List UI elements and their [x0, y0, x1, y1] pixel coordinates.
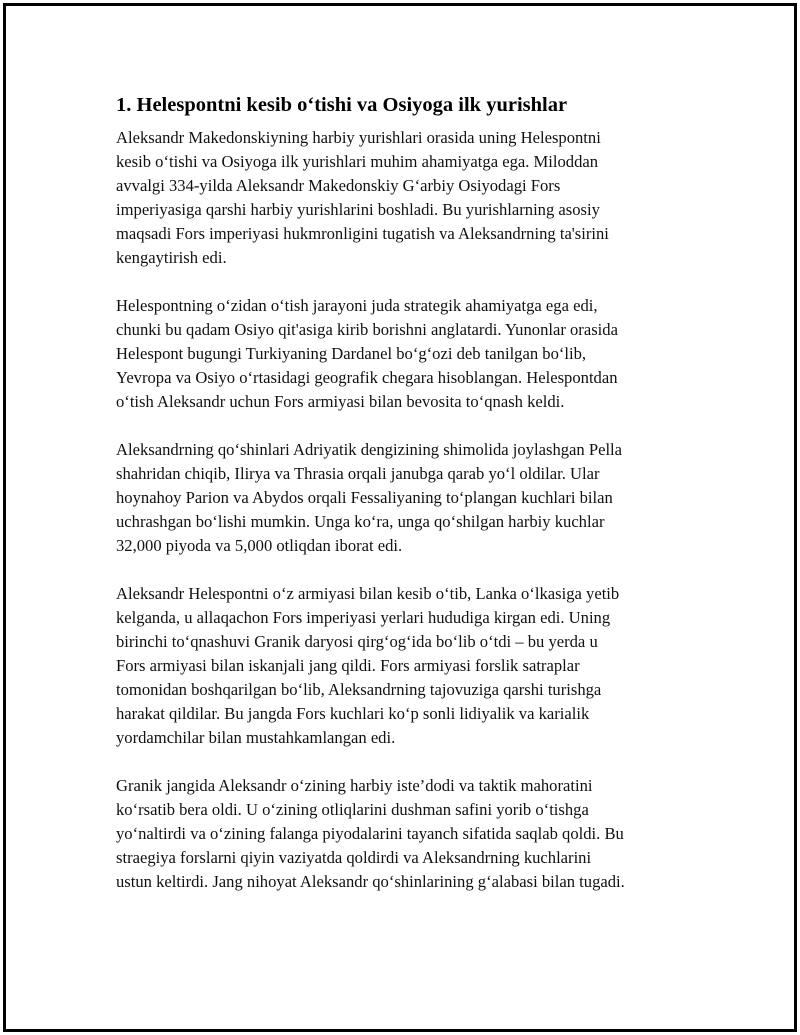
text-line: o‘tish Aleksandr uchun Fors armiyasi bilan bevosita to‘qnash keldi.	[116, 392, 565, 411]
text-line: uchrashgan bo‘lishi mumkin. Unga ko‘ra, unga qo‘shilgan harbiy kuchlar	[116, 512, 605, 531]
paragraph-list	[116, 126, 696, 894]
text-line: Granik jangida Aleksandr o‘zining harbiy iste’dodi va taktik mahoratini	[116, 776, 593, 795]
text-line: Fors armiyasi bilan iskanjali jang qildi. Fors armiyasi forslik satraplar	[116, 656, 580, 675]
body-paragraph	[116, 126, 696, 270]
text-line: Aleksandr Helespontni o‘z armiyasi bilan kesib o‘tib, Lanka o‘lkasiga yetib	[116, 584, 620, 603]
document-body	[116, 92, 696, 918]
text-line: kesib o‘tishi va Osiyoga ilk yurishlari muhim ahamiyatga ega. Miloddan	[116, 152, 599, 171]
text-line: chunki bu qadam Osiyo qit'asiga kirib borishni anglatardi. Yunonlar orasida	[116, 320, 618, 339]
text-line: Helespont bugungi Turkiyaning Dardanel bo‘g‘ozi deb tanilgan bo‘lib,	[116, 344, 587, 363]
text-line: kengaytirish edi.	[116, 248, 227, 267]
text-line: tomonidan boshqarilgan bo‘lib, Aleksandrning tajovuziga qarshi turishga	[116, 680, 602, 699]
text-line: Yevropa va Osiyo o‘rtasidagi geografik chegara hisoblangan. Helespontdan	[116, 368, 618, 387]
text-line: hoynahoy Parion va Abydos orqali Fessaliyaning to‘plangan kuchlari bilan	[116, 488, 613, 507]
text-line: birinchi to‘qnashuvi Granik daryosi qirg‘og‘ida bo‘lib o‘tdi – bu yerda u	[116, 632, 598, 651]
body-paragraph	[116, 582, 696, 750]
text-line: imperiyasiga qarshi harbiy yurishlarini boshladi. Bu yurishlarning asosiy	[116, 200, 600, 219]
text-line: ustun keltirdi. Jang nihoyat Aleksandr qo‘shinlarining g‘alabasi bilan tugadi.	[116, 872, 625, 891]
body-paragraph	[116, 438, 696, 558]
section-heading: 1. Helespontni kesib o‘tishi va Osiyoga ilk yurishlar	[116, 94, 568, 116]
body-paragraph	[116, 774, 696, 894]
text-line: 32,000 piyoda va 5,000 otliqdan iborat edi.	[116, 536, 403, 555]
text-line: straegiya forslarni qiyin vaziyatda qoldirdi va Aleksandrning kuchlarini	[116, 848, 592, 867]
text-line: shahridan chiqib, Ilirya va Thrasia orqali janubga qarab yo‘l oldilar. Ular	[116, 464, 600, 483]
text-line: Aleksandr Makedonskiyning harbiy yurishlari orasida uning Helespontni	[116, 128, 601, 147]
body-paragraph	[116, 294, 696, 414]
text-line: ko‘rsatib bera oldi. U o‘zining otliqlarini dushman safini yorib o‘tishga	[116, 800, 589, 819]
text-line: kelganda, u allaqachon Fors imperiyasi yerlari hududiga kirgan edi. Uning	[116, 608, 611, 627]
text-line: avvalgi 334-yilda Aleksandr Makedonskiy G‘arbiy Osiyodagi Fors	[116, 176, 561, 195]
text-line: yordamchilar bilan mustahkamlangan edi.	[116, 728, 396, 747]
text-line: Aleksandrning qo‘shinlari Adriyatik dengizining shimolida joylashgan Pella	[116, 440, 623, 459]
text-line: Helespontning o‘zidan o‘tish jarayoni juda strategik ahamiyatga ega edi,	[116, 296, 598, 315]
text-line: maqsadi Fors imperiyasi hukmronligini tugatish va Aleksandrning ta'sirini	[116, 224, 609, 243]
text-line: harakat qildilar. Bu jangda Fors kuchlari ko‘p sonli lidiyalik va karialik	[116, 704, 590, 723]
text-line: yo‘naltirdi va o‘zining falanga piyodalarini tayanch sifatida saqlab qoldi. Bu	[116, 824, 624, 843]
